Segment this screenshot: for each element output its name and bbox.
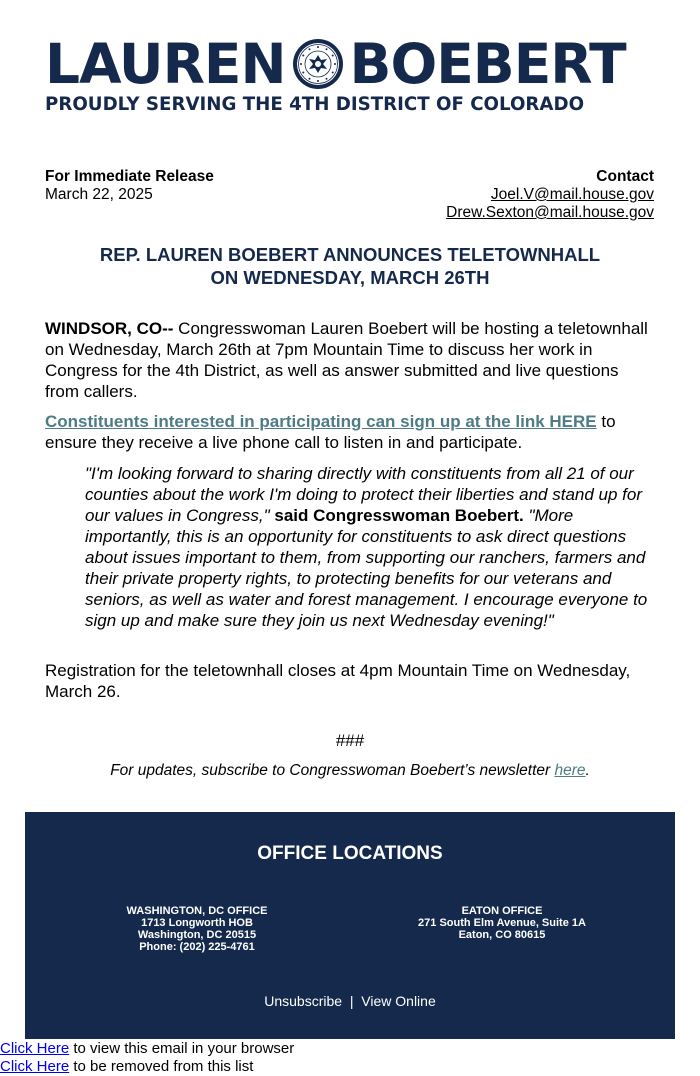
quote-part-1: "I'm looking forward to sharing directly with constituents from all 21 of our counties about the work I'm doing to protect their liberties and stand up for our values in Congress," [85,464,643,525]
headline-line-1: REP. LAUREN BOEBERT ANNOUNCES TELETOWNHALL [99,244,601,265]
newsletter-text: For updates, subscribe to Congresswoman Boebert’s newsletter [110,762,555,779]
contact-email-joel[interactable]: Joel.V@mail.house.gov [490,186,654,203]
office-eaton-name: EATON OFFICE [461,905,543,917]
footer [25,812,675,1039]
remove-from-list-text: to be removed from this list [69,1058,254,1075]
signup-link[interactable]: Constituents interested in participating can sign up at the link HERE [45,412,597,431]
contact-label: Contact [596,168,654,185]
quote-block [85,463,660,631]
masthead-name [45,32,655,96]
headline [45,243,655,289]
office-eaton-line-1: 271 South Elm Avenue, Suite 1A [418,917,586,929]
footer-separator: | [349,993,354,1009]
unsubscribe-link[interactable]: Unsubscribe [264,993,343,1009]
body-paragraph-1-text: Congresswoman Lauren Boebert will be hosting a teletownhall on Wednesday, March 26th at 7pm Mountain Time to discuss her work in Congress for the 4th District, as well as answer submitted and live questions from callers. [45,319,648,401]
end-marker: ### [335,731,365,750]
office-dc-line-2: Washington, DC 20515 [137,929,257,941]
body-paragraph-1 [45,318,657,402]
office-eaton [352,905,652,941]
masthead [45,32,655,115]
contact-block [446,168,654,222]
view-in-browser-line [0,1040,294,1058]
masthead-last-name: BOEBERT [349,32,626,96]
remove-from-list-line [0,1058,294,1076]
release-date: March 22, 2025 [45,186,153,203]
quote-part-2: "More importantly, this is an opportunity for constituents to ask direct questions about issues important to them, from supporting our ranchers, farmers and their private property rights, to protecting benefits for our veterans and seniors, as well as water and forest management. I encourage everyone to sign up and make sure they join us next Wednesday evening!" [85,506,648,630]
remove-from-list-link[interactable]: Click Here [0,1058,70,1075]
headline-line-2: ON WEDNESDAY, MARCH 26TH [210,267,490,288]
masthead-tagline: PROUDLY SERVING THE 4TH DISTRICT OF COLORADO [45,94,585,115]
view-in-browser-link[interactable]: Click Here [0,1040,70,1057]
view-online-link[interactable]: View Online [361,993,436,1009]
office-dc [47,905,347,953]
house-seal-icon [292,38,344,90]
body-paragraph-3: Registration for the teletownhall closes at 4pm Mountain Time on Wednesday, March 26. [45,661,631,701]
newsletter-line [0,762,700,780]
newsletter-link[interactable]: here [554,762,586,779]
bottom-links [0,1040,294,1076]
body-paragraph-2 [45,411,657,453]
release-block [45,168,214,204]
quote-attribution: said Congresswoman Boebert. [269,506,529,525]
office-eaton-line-2: Eaton, CO 80615 [458,929,546,941]
contact-email-drew[interactable]: Drew.Sexton@mail.house.gov [446,204,654,221]
office-dc-name: WASHINGTON, DC OFFICE [126,905,268,917]
dateline: WINDSOR, CO-- [45,319,174,338]
release-label: For Immediate Release [45,168,214,185]
masthead-first-name: LAUREN [45,32,286,96]
footer-links [25,993,675,1009]
body-paragraph-2-text: to ensure they receive a live phone call to listen in and participate. [45,412,616,452]
newsletter-end: . [585,762,590,779]
view-in-browser-text: to view this email in your browser [69,1040,295,1057]
footer-title: OFFICE LOCATIONS [257,843,443,864]
office-dc-phone: Phone: (202) 225-4761 [139,941,255,953]
office-dc-line-1: 1713 Longworth HOB [141,917,253,929]
